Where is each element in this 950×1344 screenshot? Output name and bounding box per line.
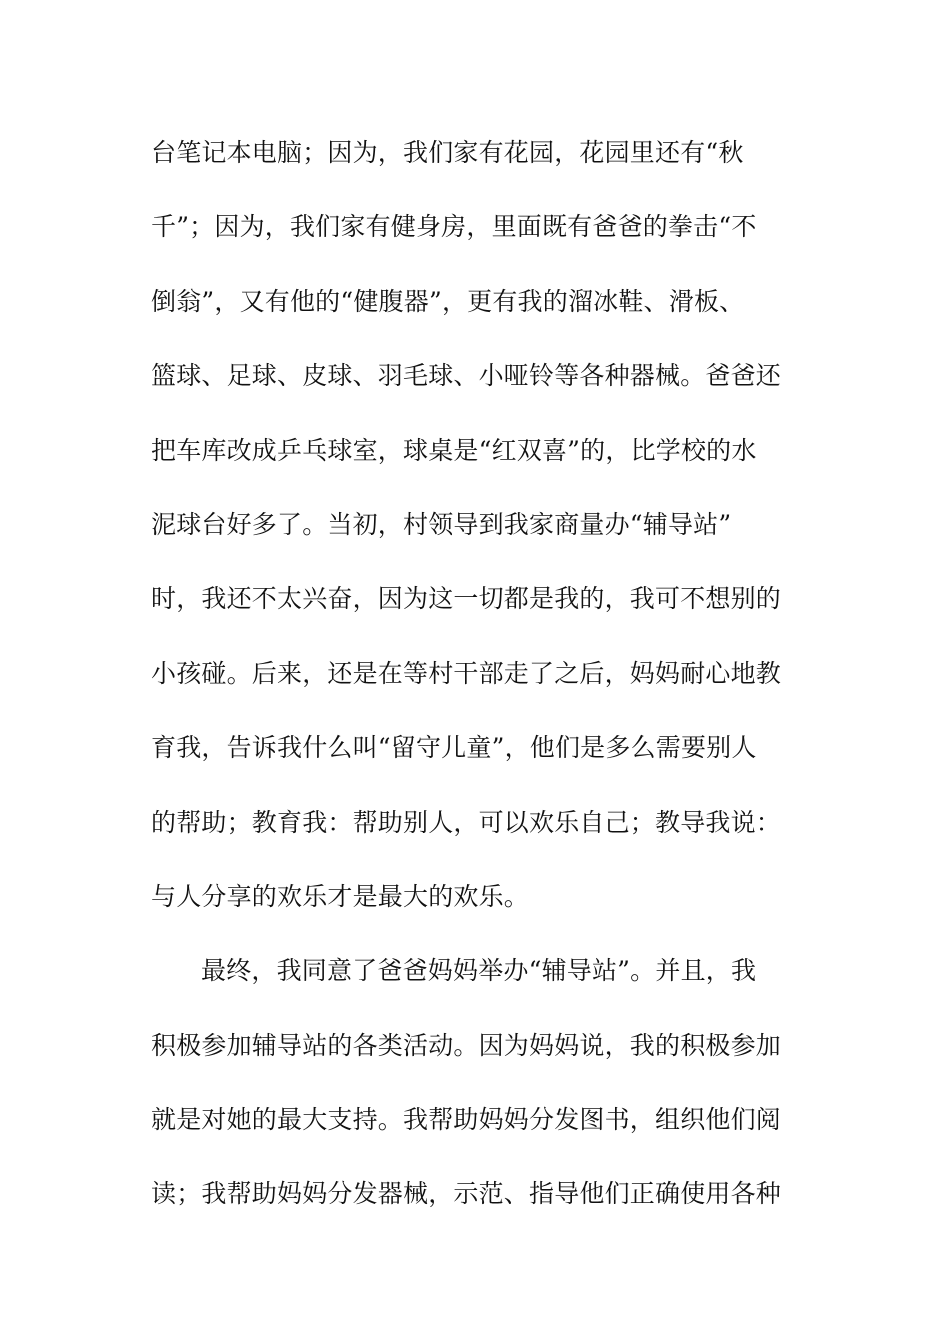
text-line: 篮球、足球、皮球、羽毛球、小哑铃等各种器械。爸爸还 — [151, 361, 782, 391]
text-line: 泥球台好多了。当初，村领导到我家商量办“辅导站” — [151, 509, 732, 539]
paragraph-start-line: 最终，我同意了爸爸妈妈举办“辅导站”。并且，我 — [201, 956, 757, 986]
text-line: 倒翁”，又有他的“健腹器”，更有我的溜冰鞋、滑板、 — [151, 286, 745, 316]
text-line: 千”；因为，我们家有健身房，里面既有爸爸的拳击“不 — [151, 212, 757, 242]
text-line: 把车库改成乒乓球室，球桌是“红双喜”的，比学校的水 — [151, 435, 757, 465]
text-line: 时，我还不太兴奋，因为这一切都是我的，我可不想别的 — [151, 584, 782, 614]
text-line: 育我，告诉我什么叫“留守儿童”，他们是多么需要别人 — [151, 733, 757, 763]
text-line: 台笔记本电脑；因为，我们家有花园，花园里还有“秋 — [151, 138, 744, 167]
text-line: 与人分享的欢乐才是最大的欢乐。 — [151, 881, 530, 911]
text-line: 就是对她的最大支持。我帮助妈妈分发图书，组织他们阅 — [151, 1105, 782, 1135]
body-text — [151, 128, 801, 1244]
text-line: 的帮助；教育我：帮助别人，可以欢乐自己；教导我说： — [151, 807, 782, 837]
text-line: 读；我帮助妈妈分发器械，示范、指导他们正确使用各种 — [151, 1179, 782, 1209]
text-line: 积极参加辅导站的各类活动。因为妈妈说，我的积极参加 — [151, 1030, 782, 1060]
text-line: 小孩碰。后来，还是在等村干部走了之后，妈妈耐心地教 — [151, 658, 782, 688]
